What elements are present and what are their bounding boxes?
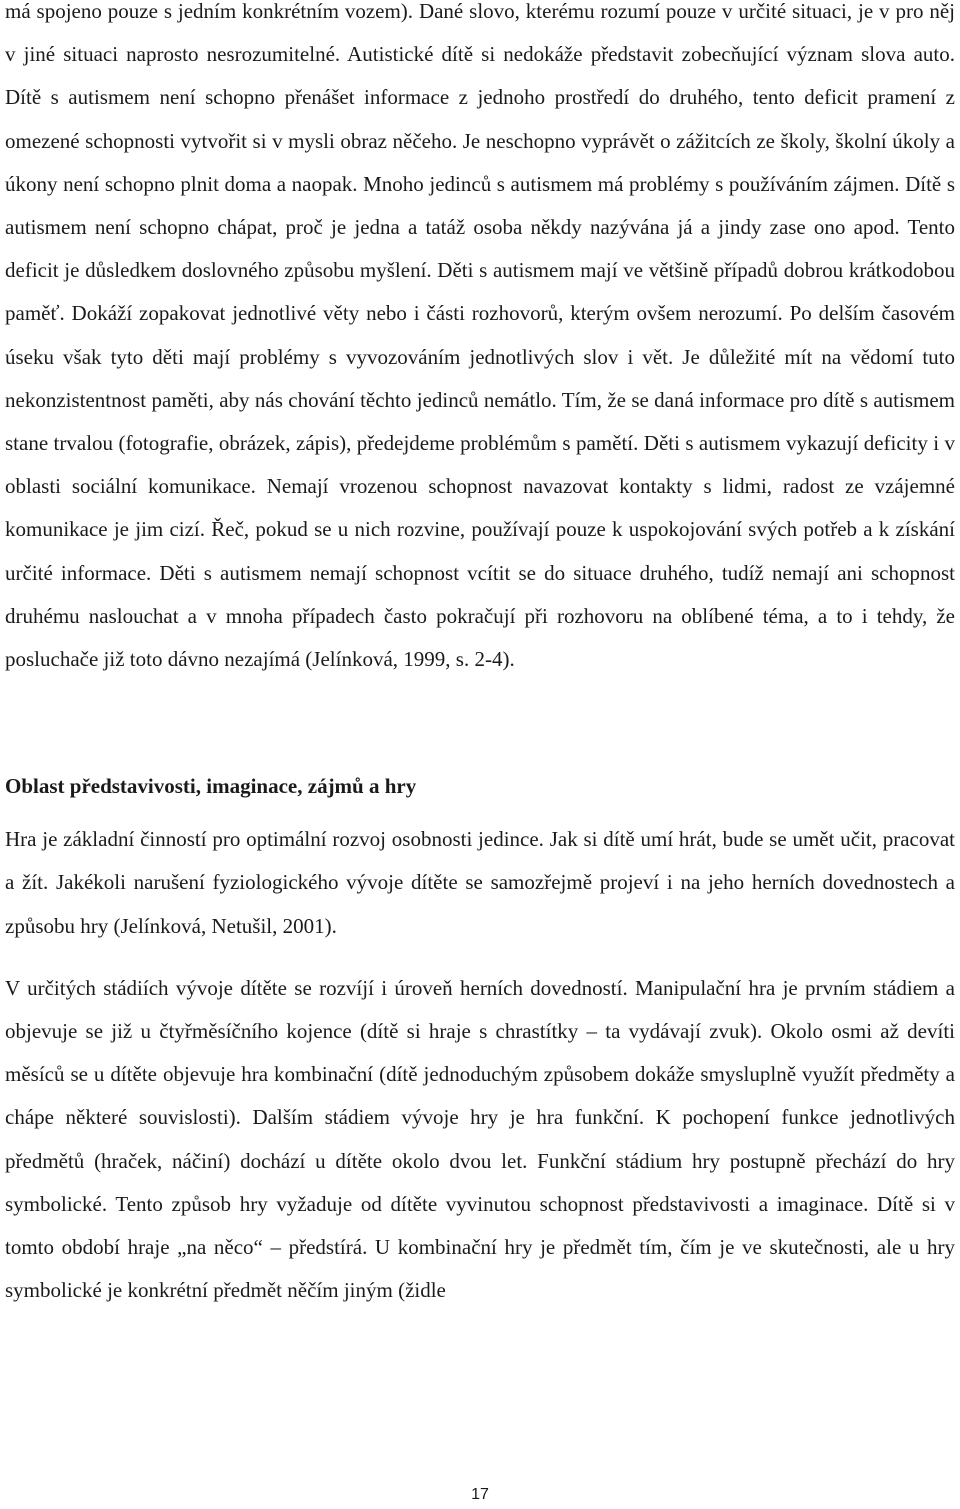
page-number: 17 xyxy=(471,1486,489,1503)
section-spacer xyxy=(5,681,955,765)
body-paragraph-play-stages: V určitých stádiích vývoje dítěte se rozvíjí i úroveň herních dovedností. Manipulační hra je prvním stádiem a objevuje se již u čtyřměsíčního kojence (dítě si hraje s chrastítky – ta vydávají zvuk). Okolo osmi až devíti měsíců se u dítěte objevuje hra kombinační (dítě jednoduchým způsobem dokáže smysluplně využít předměty a chápe některé souvislosti). Dalším stádiem vývoje hry je hra funkční. K pochopení funkce jednotlivých předmětů (hraček, náčiní) dochází u dítěte okolo dvou let. Funkční stádium hry postupně přechází do hry symbolické. Tento způsob hry vyžaduje od dítěte vyvinutou schopnost představivosti a imaginace. Dítě si v tomto období hraje „na něco“ – předstírá. U kombinační hry je předmět tím, čím je ve skutečnosti, ale u hry symbolické je konkrétní předmět něčím jiným (židle xyxy=(5,975,955,1303)
body-paragraph-autism-memory-communication: má spojeno pouze s jedním konkrétním vozem). Dané slovo, kterému rozumí pouze v určité situaci, je v pro něj v jiné situaci naprosto nesrozumitelné. Autistické dítě si nedokáže představit zobecňující význam slova auto. Dítě s autismem není schopno přenášet informace z jednoho prostředí do druhého, tento deficit pramení z omezené schopnosti vytvořit si v mysli obraz něčeho. Je neschopno vyprávět o zážitcích ze školy, školní úkoly a úkony není schopno plnit doma a naopak. Mnoho jedinců s autismem má problémy s používáním zájmen. Dítě s autismem není schopno chápat, proč je jedna a tatáž osoba někdy nazývána já a jindy zase ono apod. Tento deficit je důsledkem doslovného způsobu myšlení. Děti s autismem mají ve většině případů dobrou krátkodobou paměť. Dokáží zopakovat jednotlivé věty nebo i části rozhovorů, kterým ovšem nerozumí. Po delším časovém úseku však tyto děti mají problémy s vyvozováním jednotlivých slov i vět. Je důležité mít na vědomí tuto nekonzistentnost paměti, aby nás chování těchto jedinců nemátlo. Tím, že se daná informace pro dítě s autismem stane trvalou (fotografie, obrázek, zápis), předejdeme problémům s pamětí. Děti s autismem vykazují deficity i v oblasti sociální komunikace. Nemají vrozenou schopnost navazovat kontakty s lidmi, radost ze vzájemné komunikace je jim cizí. Řeč, pokud se u nich rozvine, používají pouze k uspokojování svých potřeb a k získání určité informace. Děti s autismem nemají schopnost vcítit se do situace druhého, tudíž nemají ani schopnost druhému naslouchat a v mnoha případech často pokračují při rozhovoru na oblíbené téma, a to i tehdy, že posluchače již toto dávno nezajímá (Jelínková, 1999, s. 2-4). xyxy=(5,0,955,672)
body-paragraph-play-importance: Hra je základní činností pro optimální rozvoj osobnosti jedince. Jak si dítě umí hrát, bude se umět učit, pracovat a žít. Jakékoli narušení fyziologického vývoje dítěte se samozřejmě projeví i na jeho herních dovednostech a způsobu hry (Jelínková, Netušil, 2001). xyxy=(5,827,955,938)
section-heading: Oblast představivosti, imaginace, zájmů a hry xyxy=(5,774,417,799)
heading-spacer xyxy=(5,808,955,818)
paragraph-spacer xyxy=(5,948,955,967)
document-page xyxy=(5,0,955,1312)
